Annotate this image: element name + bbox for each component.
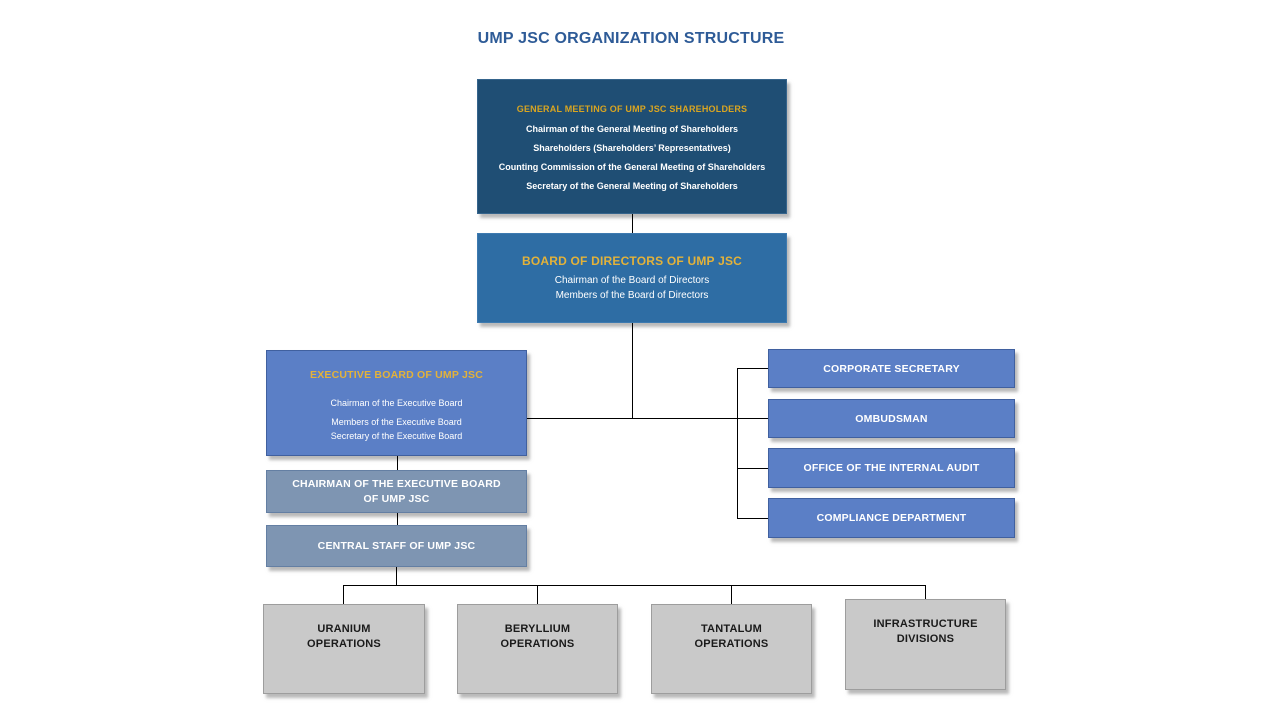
infrastructure-divisions-label: INFRASTRUCTURE DIVISIONS <box>873 618 978 645</box>
connector-line <box>537 585 538 604</box>
general-meeting-line: Secretary of the General Meeting of Shareholders <box>526 181 738 191</box>
general-meeting-line: Chairman of the General Meeting of Shareholders <box>525 124 739 134</box>
executive-board-line: Members of the Executive Board <box>331 417 462 427</box>
corporate-secretary-label: CORPORATE SECRETARY <box>823 362 960 375</box>
connector-line <box>397 513 398 525</box>
connector-line <box>737 518 768 519</box>
beryllium-operations-box <box>457 604 618 694</box>
connector-line <box>527 418 768 419</box>
compliance-department-box <box>768 498 1015 538</box>
central-staff-label: CENTRAL STAFF OF UMP JSC <box>317 539 476 552</box>
tantalum-operations-box <box>651 604 812 694</box>
executive-board-heading: EXECUTIVE BOARD OF UMP JSC <box>309 369 484 381</box>
chairman-executive-board-label: CHAIRMAN OF THE EXECUTIVE BOARD OF UMP JSC <box>292 477 501 505</box>
general-meeting-heading: GENERAL MEETING OF UMP JSC SHAREHOLDERS <box>516 104 748 114</box>
connector-line <box>632 323 633 419</box>
executive-board-box <box>266 350 527 456</box>
executive-board-line: Chairman of the Executive Board <box>330 398 463 408</box>
chairman-executive-board-box <box>266 470 527 513</box>
central-staff-box <box>266 525 527 567</box>
connector-line <box>343 585 344 604</box>
general-meeting-lines <box>478 120 786 196</box>
uranium-operations-box <box>263 604 425 694</box>
connector-line <box>925 585 926 599</box>
executive-board-line: Secretary of the Executive Board <box>330 431 463 441</box>
board-of-directors-box <box>477 233 787 323</box>
board-of-directors-lines <box>478 273 786 303</box>
ombudsman-box <box>768 399 1015 438</box>
uranium-operations-label: URANIUM OPERATIONS <box>307 623 381 650</box>
ombudsman-label: OMBUDSMAN <box>855 412 928 425</box>
internal-audit-box <box>768 448 1015 488</box>
connector-line <box>737 368 768 369</box>
general-meeting-line: Shareholders (Shareholders’ Representatives) <box>533 143 731 153</box>
connector-line <box>737 368 738 518</box>
beryllium-operations-label: BERYLLIUM OPERATIONS <box>500 623 575 650</box>
connector-line <box>397 456 398 470</box>
board-of-directors-line: Members of the Board of Directors <box>555 290 709 301</box>
board-of-directors-heading: BOARD OF DIRECTORS OF UMP JSC <box>521 254 743 268</box>
connector-line <box>731 585 732 604</box>
corporate-secretary-box <box>768 349 1015 388</box>
connector-line <box>343 585 926 586</box>
general-meeting-line: Counting Commission of the General Meeting of Shareholders <box>498 162 766 172</box>
tantalum-operations-label: TANTALUM OPERATIONS <box>694 623 769 650</box>
connector-line <box>737 468 768 469</box>
compliance-department-label: COMPLIANCE DEPARTMENT <box>816 512 967 524</box>
connector-line <box>396 567 397 585</box>
internal-audit-label: OFFICE OF THE INTERNAL AUDIT <box>803 462 980 474</box>
connector-line <box>632 214 633 233</box>
page-title: UMP JSC ORGANIZATION STRUCTURE <box>477 30 785 47</box>
infrastructure-divisions-box <box>845 599 1006 690</box>
general-meeting-box <box>477 79 787 214</box>
board-of-directors-line: Chairman of the Board of Directors <box>554 275 710 286</box>
